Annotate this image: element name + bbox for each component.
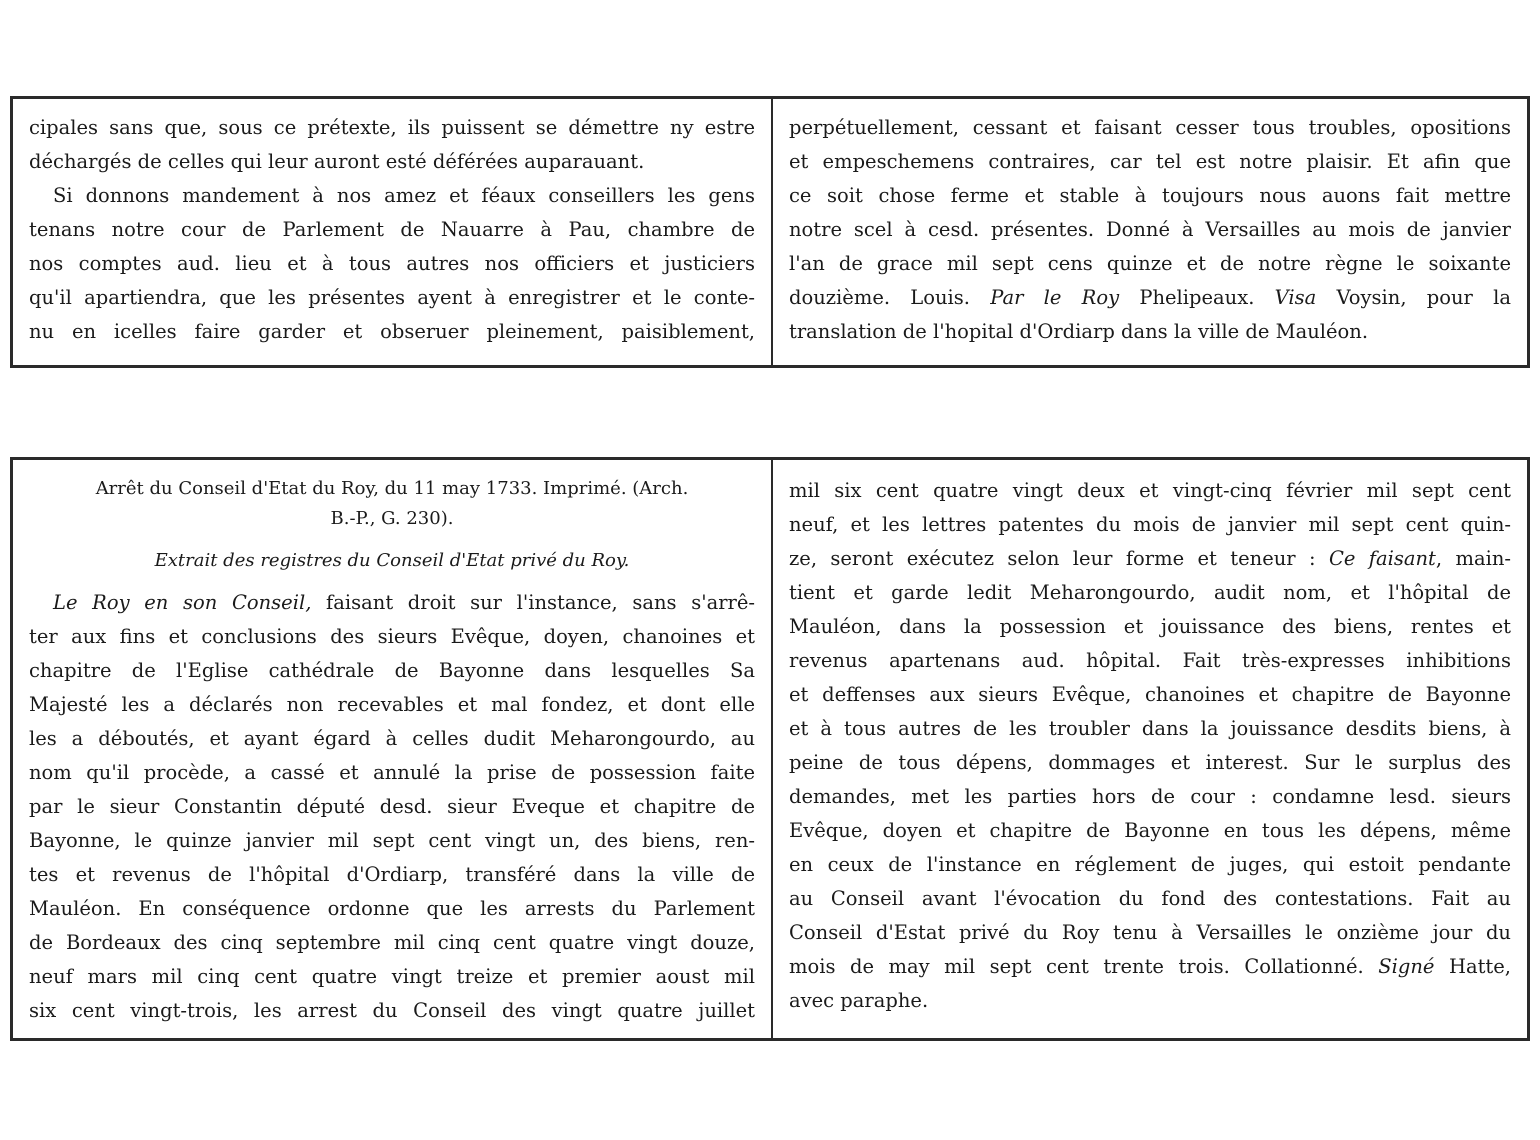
text-line: par le sieur Constantin député desd. sieur Eveque et chapitre de <box>29 795 755 818</box>
text-run: ze, seront exécutez selon leur forme et teneur : <box>789 547 1329 570</box>
text-line: six cent vingt-trois, les arrest du Conseil des vingt quatre juillet <box>29 999 755 1022</box>
text-line: ter aux fins et conclusions des sieurs Evêque, doyen, chanoines et <box>29 625 755 648</box>
text-line: Evêque, doyen et chapitre de Bayonne en tous les dépens, même <box>789 819 1511 842</box>
italic-par-le-roy: Par le Roy <box>990 286 1120 309</box>
text-run: Hatte, <box>1434 955 1511 978</box>
text-line: Si donnons mandement à nos amez et féaux conseillers les gens <box>53 184 755 207</box>
text-line: peine de tous dépens, dommages et interest. Sur le surplus des <box>789 751 1511 774</box>
text-line: Bayonne, le quinze janvier mil sept cent vingt un, des biens, ren- <box>29 829 755 852</box>
bottom-text-panel <box>10 457 1530 1041</box>
heading-line: B.-P., G. 230). <box>330 508 454 529</box>
text-line: et à tous autres de les troubler dans la jouissance desdits biens, à <box>789 717 1511 740</box>
bottom-left-column <box>13 460 773 1038</box>
text-run: , main- <box>1435 547 1511 570</box>
italic-ce-faisant: Ce faisant <box>1328 547 1436 570</box>
text-run: faisant droit sur l'instance, sans s'arrê- <box>311 591 755 614</box>
text-run: Voysin, pour la <box>1316 286 1511 309</box>
bottom-right-column <box>773 460 1527 1038</box>
text-line: perpétuellement, cessant et faisant cesser tous troubles, opositions <box>789 116 1511 139</box>
text-line: neuf, et les lettres patentes du mois de janvier mil sept cent quin- <box>789 513 1511 536</box>
italic-le-roy-en-son-conseil: Le Roy en son Conseil, <box>53 591 312 614</box>
text-line: de Bordeaux des cinq septembre mil cinq cent quatre vingt douze, <box>29 931 755 954</box>
text-line: nos comptes aud. lieu et à tous autres nos officiers et justiciers <box>29 252 755 275</box>
text-line: revenus apartenans aud. hôpital. Fait très-expresses inhibitions <box>789 649 1511 672</box>
text-line: avec paraphe. <box>789 989 929 1012</box>
text-line <box>789 950 1511 984</box>
text-line: et deffenses aux sieurs Evêque, chanoines et chapitre de Bayonne <box>789 683 1511 706</box>
text-line: Mauléon, dans la possession et jouissance des biens, rentes et <box>789 615 1511 638</box>
document-heading <box>29 474 755 534</box>
italic-visa: Visa <box>1274 286 1317 309</box>
text-line: notre scel à cesd. présentes. Donné à Versailles au mois de janvier <box>789 218 1511 241</box>
text-line <box>789 542 1511 576</box>
document-body <box>29 586 755 1028</box>
text-line: mil six cent quatre vingt deux et vingt-cinq février mil sept cent <box>789 479 1511 502</box>
text-line: déchargés de celles qui leur auront esté déférées auparauant. <box>29 150 645 173</box>
top-left-column <box>13 99 773 365</box>
text-line: en ceux de l'instance en réglement de juges, qui estoit pendante <box>789 853 1511 876</box>
text-line: ce soit chose ferme et stable à toujours nous auons fait mettre <box>789 184 1511 207</box>
text-line: nu en icelles faire garder et obseruer pleinement, paisiblement, <box>29 320 755 343</box>
text-line: nom qu'il procède, a cassé et annulé la prise de possession faite <box>29 761 755 784</box>
text-line: neuf mars mil cinq cent quatre vingt treize et premier aoust mil <box>29 965 755 988</box>
text-line: les a déboutés, et ayant égard à celles dudit Meharongourdo, au <box>29 727 755 750</box>
text-line: l'an de grace mil sept cens quinze et de notre règne le soixante <box>789 252 1511 275</box>
text-line: translation de l'hopital d'Ordiarp dans la ville de Mauléon. <box>789 320 1369 343</box>
text-line-signature <box>789 281 1511 315</box>
text-run: douzième. Louis. <box>789 286 991 309</box>
text-line: cipales sans que, sous ce prétexte, ils puissent se démettre ny estre <box>29 116 755 139</box>
text-run: Phelipeaux. <box>1119 286 1275 309</box>
text-line: tient et garde ledit Meharongourdo, audit nom, et l'hôpital de <box>789 581 1511 604</box>
text-line: Mauléon. En conséquence ordonne que les arrests du Parlement <box>29 897 755 920</box>
text-line: tes et revenus de l'hôpital d'Ordiarp, transféré dans la ville de <box>29 863 755 886</box>
italic-signe: Signé <box>1378 955 1435 978</box>
text-line <box>29 586 755 620</box>
heading-line: Arrêt du Conseil d'Etat du Roy, du 11 may 1733. Imprimé. (Arch. <box>95 478 689 499</box>
text-line: et empeschemens contraires, car tel est notre plaisir. Et afin que <box>789 150 1511 173</box>
top-right-column <box>773 99 1527 365</box>
text-run: mois de may mil sept cent trente trois. Collationné. <box>789 955 1379 978</box>
text-line: qu'il apartiendra, que les présentes ayent à enregistrer et le conte- <box>29 286 755 309</box>
top-text-panel <box>10 96 1530 368</box>
text-line: chapitre de l'Eglise cathédrale de Bayonne dans lesquelles Sa <box>29 659 755 682</box>
document-subheading: Extrait des registres du Conseil d'Etat privé du Roy. <box>154 550 630 571</box>
text-line: au Conseil avant l'évocation du fond des contestations. Fait au <box>789 887 1511 910</box>
text-line: tenans notre cour de Parlement de Nauarre à Pau, chambre de <box>29 218 755 241</box>
text-line: Majesté les a déclarés non recevables et mal fondez, et dont elle <box>29 693 755 716</box>
text-line: demandes, met les parties hors de cour : condamne lesd. sieurs <box>789 785 1511 808</box>
text-line: Conseil d'Estat privé du Roy tenu à Versailles le onzième jour du <box>789 921 1511 944</box>
